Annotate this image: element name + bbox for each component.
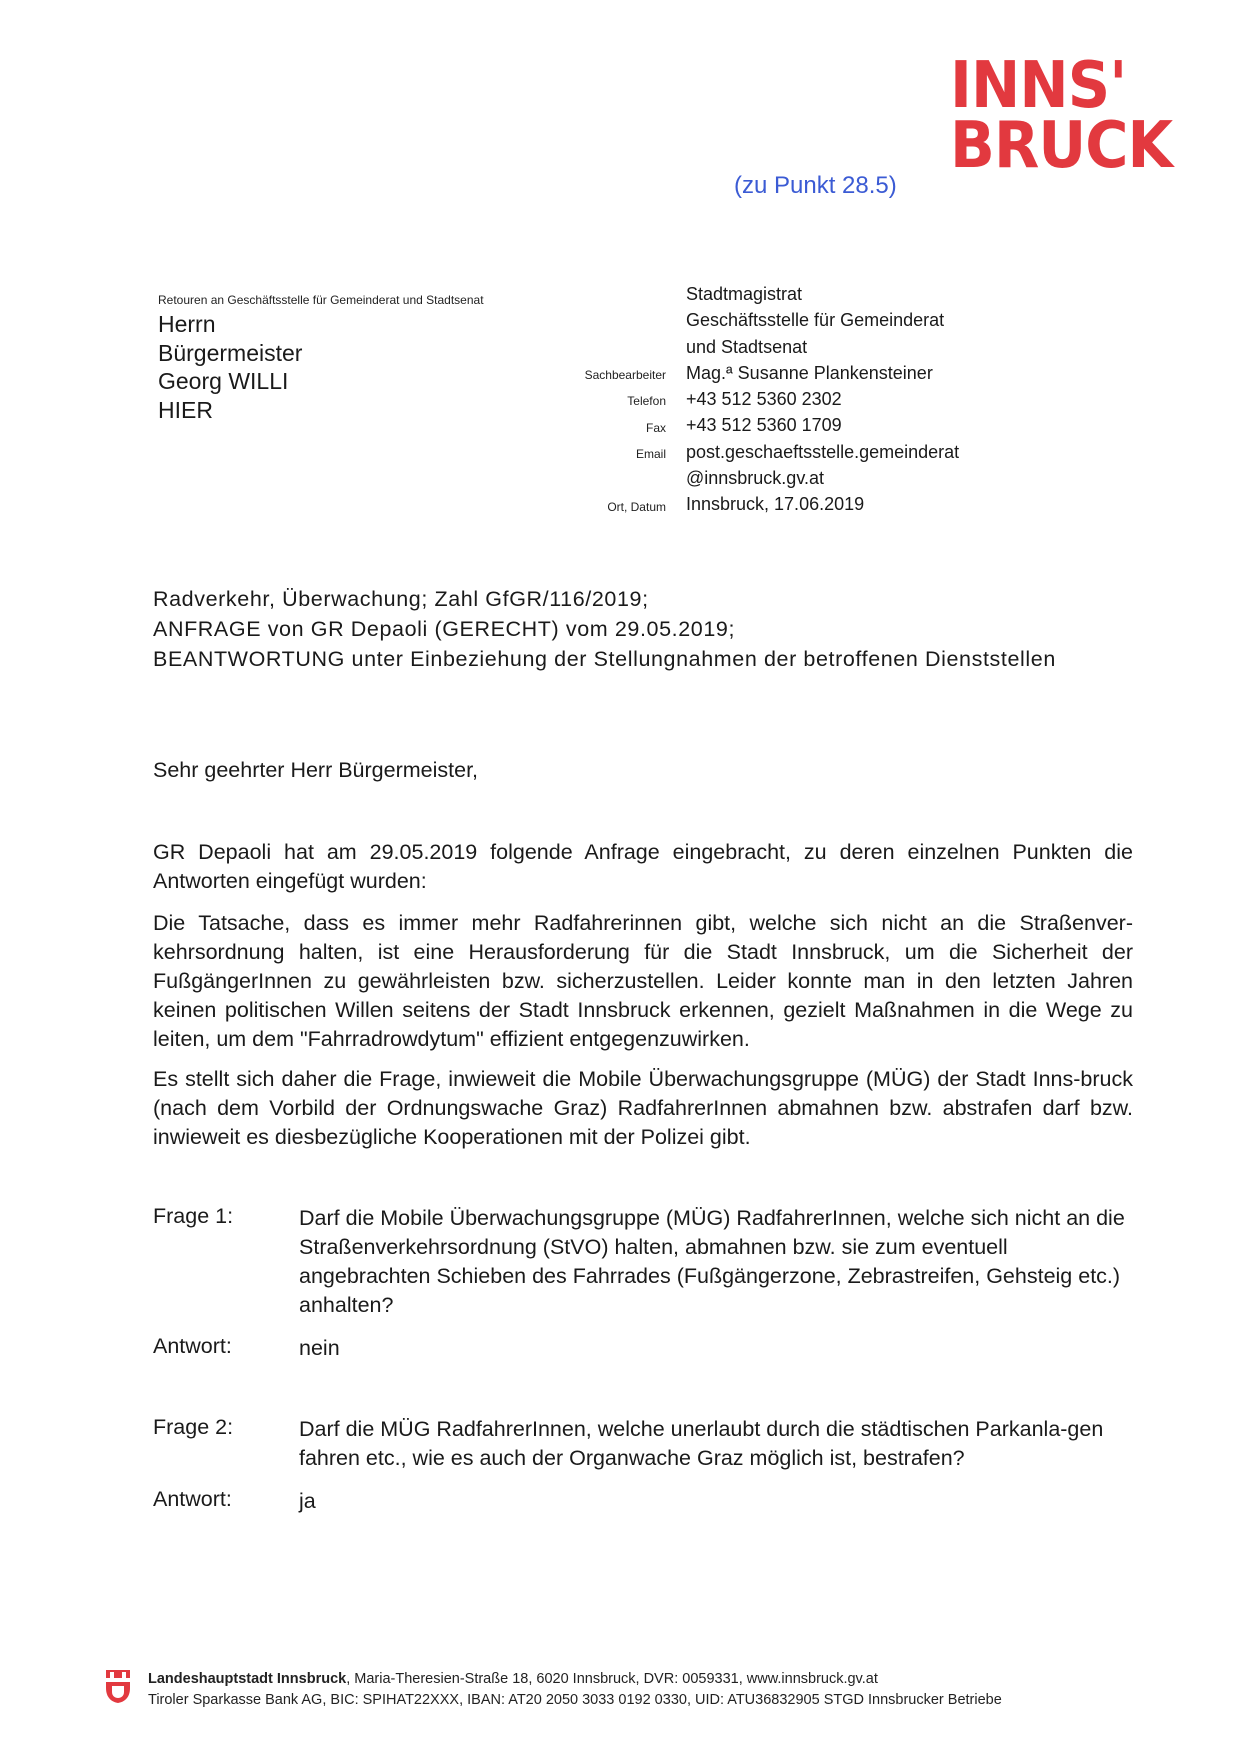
city-crest-icon — [104, 1668, 132, 1704]
logo-line-2: BRUCK — [950, 109, 1173, 183]
phone-label: Telefon — [627, 394, 666, 408]
fax-label: Fax — [645, 421, 666, 435]
question-paragraph-1: Die Tatsache, dass es immer mehr Radfahrerinnen gibt, welche sich nicht an die Straßenver-kehrsordnung halten, ist eine Herausforderung für die Stadt Innsbruck, um die Sicherheit der FußgängerInnen zu gewährleisten bzw. sicherzustellen. Leider konnte man in den letzten Jahren keinen politischen Willen seitens der Stadt Innsbruck erkennen, gezielt Maßnahmen in die Wege zu leiten, um dem "Fahrradrowdytum" effizient entgegenzuwirken. — [153, 911, 1133, 1051]
question-1-label: Frage 1: — [153, 1204, 234, 1228]
footer — [148, 1669, 1002, 1711]
subject-line: BEANTWORTUNG unter Einbeziehung der Stellungnahmen der betroffenen Dienststellen — [153, 647, 1056, 671]
footer-org: Landeshauptstadt Innsbruck — [148, 1671, 347, 1687]
sender-line: und Stadtsenat — [686, 337, 808, 357]
subject-block — [153, 584, 1056, 674]
email-address-line-1[interactable]: post.geschaeftsstelle.gemeinderat — [686, 442, 960, 462]
question-2-text: Darf die MÜG RadfahrerInnen, welche unerlaubt durch die städtischen Parkanla-gen fahren etc., wie es auch der Organwache Graz möglich ist, bestrafen? — [299, 1417, 1104, 1470]
answer-1-text: nein — [299, 1336, 340, 1360]
date-label: Ort, Datum — [607, 500, 666, 514]
question-2-label: Frage 2: — [153, 1415, 234, 1439]
footer-line-1 — [148, 1669, 1002, 1690]
clerk-label: Sachbearbeiter — [584, 368, 666, 382]
recipient-line: HIER — [158, 396, 213, 423]
question-paragraph-2: Es stellt sich daher die Frage, inwieweit die Mobile Überwachungsgruppe (MÜG) der Stadt Inns-bruck (nach dem Vorbild der Ordnungswache Graz) RadfahrerInnen abmahnen bzw. abstrafen darf bzw. inwieweit es diesbezügliche Kooperationen mit der Polizei gibt. — [153, 1067, 1133, 1149]
recipient-line: Georg WILLI — [158, 368, 289, 394]
intro-paragraph: GR Depaoli hat am 29.05.2019 folgende Anfrage eingebracht, zu deren einzelnen Punkten die Antworten eingefügt wurden: — [153, 840, 1133, 893]
place-date: Innsbruck, 17.06.2019 — [686, 494, 865, 514]
email-address-line-2[interactable]: @innsbruck.gv.at — [686, 468, 824, 488]
sender-line: Geschäftsstelle für Gemeinderat — [686, 310, 945, 330]
answer-2-text: ja — [299, 1489, 316, 1513]
phone-number: +43 512 5360 2302 — [686, 389, 842, 409]
answer-2-label: Antwort: — [153, 1487, 232, 1511]
clerk-name: Mag.ª Susanne Plankensteiner — [686, 363, 933, 383]
agenda-reference: (zu Punkt 28.5) — [734, 172, 897, 199]
logo-line-1: INNS' — [950, 49, 1127, 123]
subject-line: Radverkehr, Überwachung; Zahl GfGR/116/2019; — [153, 587, 649, 611]
footer-address: , Maria-Theresien-Straße 18, 6020 Innsbruck, DVR: 0059331, www.innsbruck.gv.at — [346, 1671, 878, 1687]
recipient-line: Herrn — [158, 311, 216, 337]
question-1-text: Darf die Mobile Überwachungsgruppe (MÜG) RadfahrerInnen, welche sich nicht an die Straßenverkehrsordnung (StVO) halten, abmahnen bzw. sie zum eventuell angebrachten Schieben des Fahrrades (Fußgängerzone, Zebrastreifen, Gehsteig etc.) anhalten? — [299, 1206, 1125, 1317]
innsbruck-logo — [950, 49, 1190, 183]
subject-line: ANFRAGE von GR Depaoli (GERECHT) vom 29.05.2019; — [153, 617, 736, 641]
return-note: Retouren an Geschäftsstelle für Gemeinderat und Stadtsenat — [158, 293, 484, 307]
sender-line: Stadtmagistrat — [686, 284, 803, 304]
fax-number: +43 512 5360 1709 — [686, 415, 842, 435]
footer-line-2: Tiroler Sparkasse Bank AG, BIC: SPIHAT22XXX, IBAN: AT20 2050 3033 0192 0330, UID: ATU36832905 STGD Innsbrucker Betriebe — [148, 1692, 1002, 1708]
recipient-line: Bürgermeister — [158, 339, 303, 366]
email-label: Email — [635, 447, 666, 461]
salutation: Sehr geehrter Herr Bürgermeister, — [153, 758, 479, 782]
recipient-address — [158, 310, 302, 424]
answer-1-label: Antwort: — [153, 1334, 232, 1358]
